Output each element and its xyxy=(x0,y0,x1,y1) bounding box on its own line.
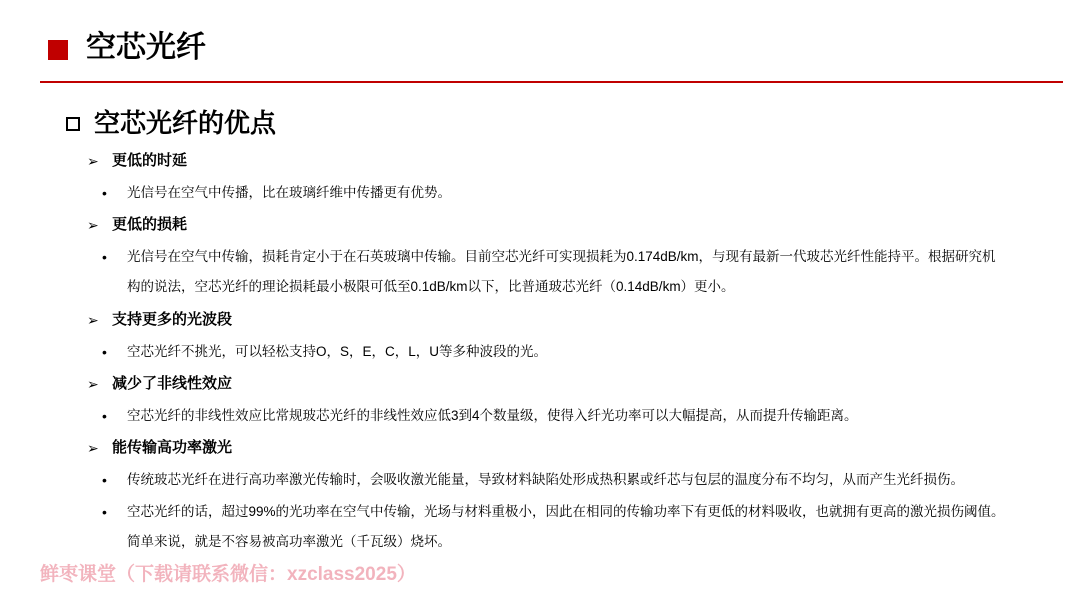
bullet-dot-icon: • xyxy=(102,249,107,265)
advantage-heading: 更低的损耗 xyxy=(112,216,188,233)
bullet-dot-icon: • xyxy=(102,344,107,360)
advantage-text: 空芯光纤不挑光，可以轻松支持O，S，E，C，L，U等多种波段的光。 xyxy=(127,344,548,359)
section-checkbox-icon xyxy=(66,117,80,131)
section-title: 空芯光纤的优点 xyxy=(94,108,277,138)
bullet-dot-icon: • xyxy=(102,504,107,520)
title-marker xyxy=(48,40,68,60)
watermark: 鲜枣课堂（下载请联系微信：xzclass2025） xyxy=(40,564,416,585)
title-divider xyxy=(40,81,1063,83)
advantage-heading: 能传输高功率激光 xyxy=(112,439,233,456)
advantage-text: 空芯光纤的非线性效应比常规玻芯光纤的非线性效应低3到4个数量级，使得入纤光功率可以大幅提高，从而提升传输距离。 xyxy=(127,408,858,423)
arrow-bullet-icon: ➢ xyxy=(87,376,99,392)
advantage-heading: 减少了非线性效应 xyxy=(112,375,233,392)
advantage-heading: 支持更多的光波段 xyxy=(112,311,233,328)
advantage-text: 传统玻芯光纤在进行高功率激光传输时，会吸收激光能量，导致材料缺陷处形成热积累或纤芯与包层的温度分布不均匀，从而产生光纤损伤。 xyxy=(127,472,964,487)
advantage-text: 空芯光纤的话，超过99%的光功率在空气中传输，光场与材料重极小，因此在相同的传输功率下有更低的材料吸收，也就拥有更高的激光损伤阈值。简单来说，就是不容易被高功率激光（千瓦级）烧坏。 xyxy=(127,504,1005,549)
arrow-bullet-icon: ➢ xyxy=(87,217,99,233)
arrow-bullet-icon: ➢ xyxy=(87,153,99,169)
slide-title: 空芯光纤 xyxy=(86,31,206,64)
bullet-dot-icon: • xyxy=(102,472,107,488)
bullet-dot-icon: • xyxy=(102,185,107,201)
arrow-bullet-icon: ➢ xyxy=(87,440,99,456)
advantage-text: 光信号在空气中传输，损耗肯定小于在石英玻璃中传输。目前空芯光纤可实现损耗为0.174dB/km，与现有最新一代玻芯光纤性能持平。根据研究机构的说法，空芯光纤的理论损耗最小极限可低至0.1dB/km以下，比普通玻芯光纤（0.14dB/km）更小。 xyxy=(127,249,996,294)
advantage-heading: 更低的时延 xyxy=(112,152,188,169)
bullet-dot-icon: • xyxy=(102,408,107,424)
arrow-bullet-icon: ➢ xyxy=(87,312,99,328)
advantage-text: 光信号在空气中传播，比在玻璃纤维中传播更有优势。 xyxy=(127,185,451,200)
